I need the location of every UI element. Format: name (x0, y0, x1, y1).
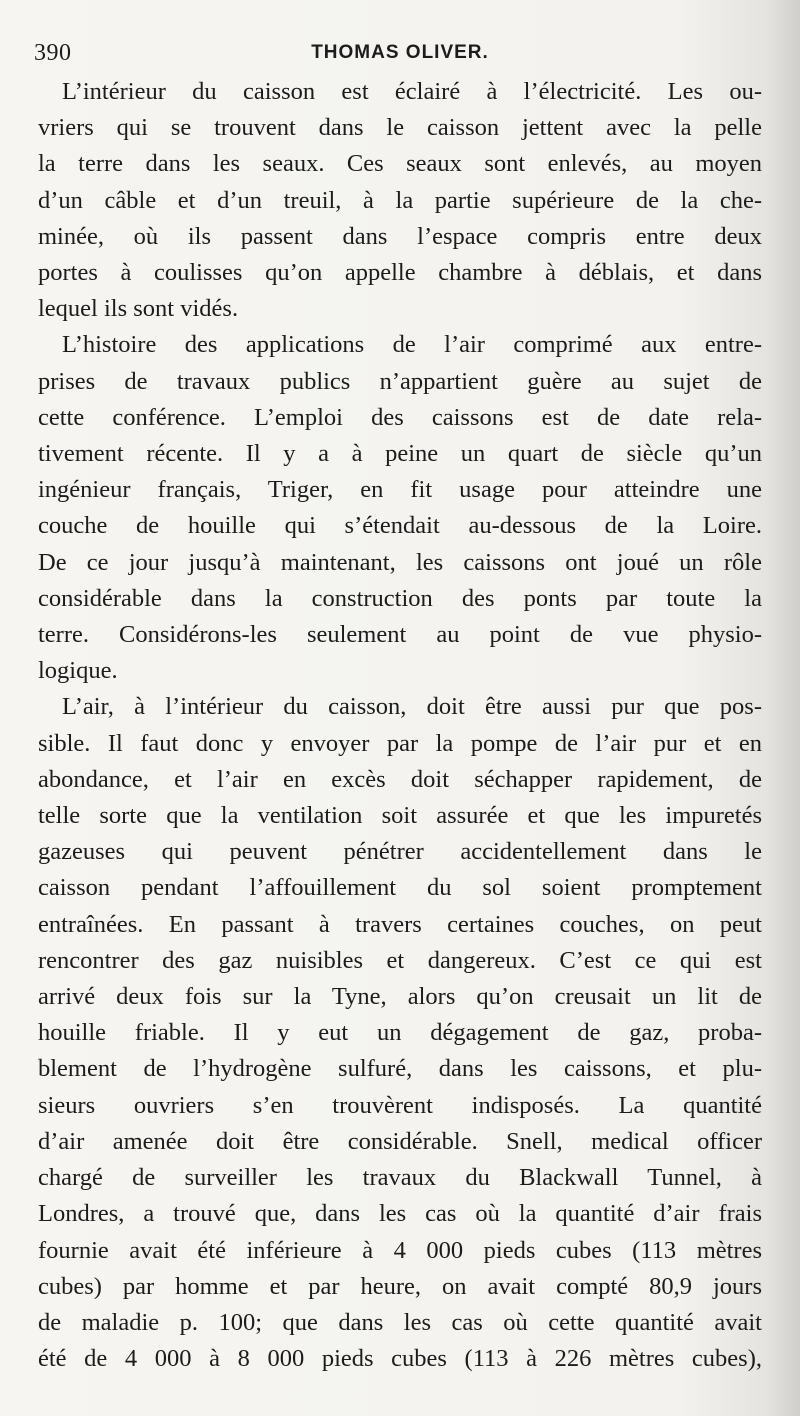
text-line: couche de houille qui s’étendait au-dessous de la Loire. (38, 512, 762, 540)
page-number: 390 (34, 40, 72, 66)
text-line: fournie avait été inférieure à 4 000 pieds cubes (113 mètres (38, 1236, 762, 1264)
text-line: d’air amenée doit être considérable. Snell, medical officer (38, 1127, 762, 1155)
text-line: la terre dans les seaux. Ces seaux sont enlevés, au moyen (38, 150, 762, 178)
text-line: De ce jour jusqu’à maintenant, les caissons ont joué un rôle (38, 548, 762, 576)
body-text (38, 74, 762, 1377)
text-line: blement de l’hydrogène sulfuré, dans les caissons, et plu- (38, 1055, 762, 1083)
text-line: tivement récente. Il y a à peine un quart de siècle qu’un (38, 440, 762, 468)
text-line: logique. (38, 657, 118, 685)
text-line: de maladie p. 100; que dans les cas où cette quantité avait (38, 1308, 762, 1336)
text-line: sible. Il faut donc y envoyer par la pompe de l’air pur et en (38, 729, 762, 757)
text-line: houille friable. Il y eut un dégagement de gaz, proba- (38, 1019, 762, 1047)
text-line: cubes) par homme et par heure, on avait compté 80,9 jours (38, 1272, 762, 1300)
text-line: abondance, et l’air en excès doit séchapper rapidement, de (38, 765, 762, 793)
paragraph-3 (38, 689, 762, 1377)
paragraph-1 (38, 74, 762, 327)
text-line: portes à coulisses qu’on appelle chambre à déblais, et dans (38, 259, 762, 287)
text-line: ingénieur français, Triger, en fit usage pour atteindre une (38, 476, 762, 504)
paragraph-2 (38, 327, 762, 689)
text-line: minée, où ils passent dans l’espace compris entre deux (38, 222, 762, 250)
text-line: caisson pendant l’affouillement du sol soient promptement (38, 874, 762, 902)
text-line: d’un câble et d’un treuil, à la partie supérieure de la che- (38, 186, 762, 214)
text-line: cette conférence. L’emploi des caissons est de date rela- (38, 403, 762, 431)
text-line: sieurs ouvriers s’en trouvèrent indisposés. La quantité (38, 1091, 762, 1119)
text-line: rencontrer des gaz nuisibles et dangereux. C’est ce qui est (38, 946, 762, 974)
text-line: L’air, à l’intérieur du caisson, doit être aussi pur que pos- (62, 693, 762, 721)
text-line: L’histoire des applications de l’air comprimé aux entre- (62, 331, 762, 359)
text-line: arrivé deux fois sur la Tyne, alors qu’on creusait un lit de (38, 983, 762, 1011)
text-line: gazeuses qui peuvent pénétrer accidentellement dans le (38, 838, 762, 866)
text-line: chargé de surveiller les travaux du Blackwall Tunnel, à (38, 1164, 762, 1192)
text-line: considérable dans la construction des ponts par toute la (38, 584, 762, 612)
running-head (34, 30, 762, 74)
running-title: THOMAS OLIVER. (311, 42, 489, 63)
text-line: vriers qui se trouvent dans le caisson jettent avec la pelle (38, 114, 762, 142)
text-line: L’intérieur du caisson est éclairé à l’électricité. Les ou- (62, 78, 762, 105)
text-line: telle sorte que la ventilation soit assurée et que les impuretés (38, 802, 762, 830)
text-line: prises de travaux publics n’appartient guère au sujet de (38, 367, 762, 395)
text-line: lequel ils sont vidés. (38, 295, 239, 323)
text-line: terre. Considérons-les seulement au point de vue physio- (38, 621, 762, 649)
text-line: Londres, a trouvé que, dans les cas où la quantité d’air frais (38, 1200, 762, 1228)
text-line: été de 4 000 à 8 000 pieds cubes (113 à 226 mètres cubes), (38, 1345, 762, 1373)
text-line: entraînées. En passant à travers certaines couches, on peut (38, 910, 762, 938)
